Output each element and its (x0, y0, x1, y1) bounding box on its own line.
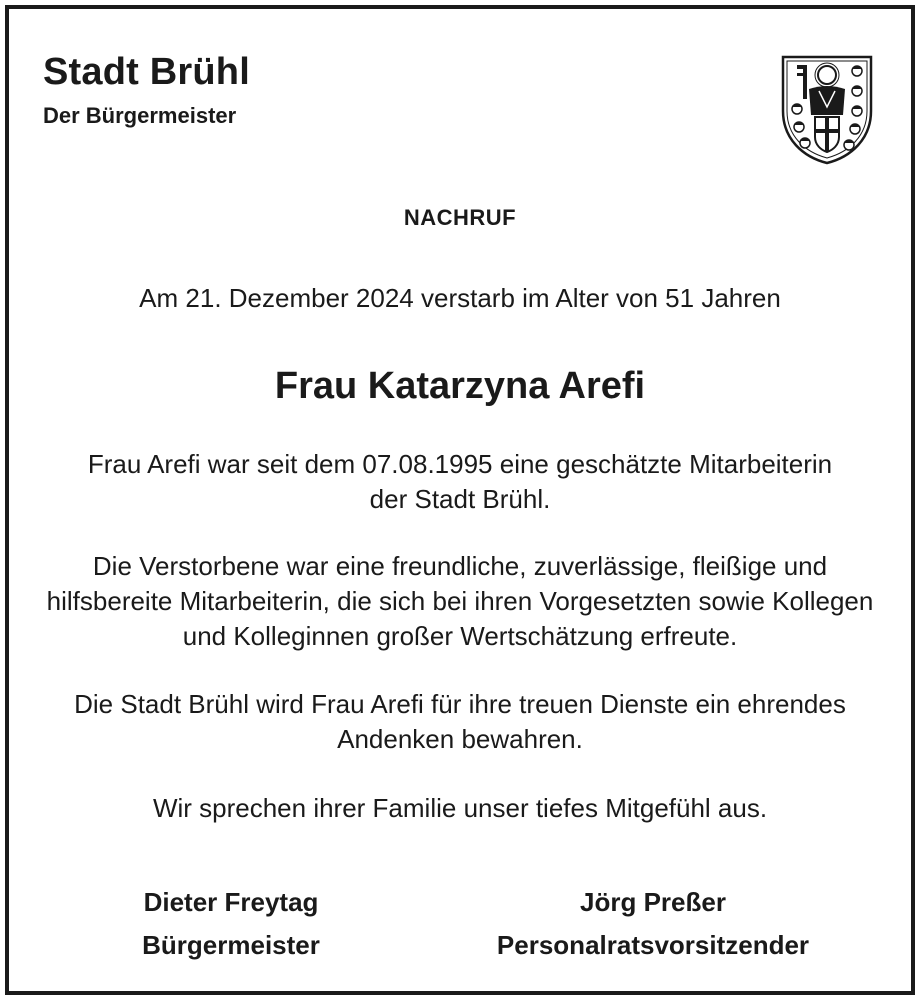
signatory-name: Jörg Preßer (580, 887, 726, 917)
condolence-paragraph (9, 791, 911, 826)
coat-of-arms-icon (779, 53, 875, 167)
signatory-role: Personalratsvorsitzender (496, 930, 810, 960)
tribute-paragraph (9, 687, 911, 757)
paragraph-text: Die Verstorbene war eine freundliche, zuverlässige, fleißige und hilfsbereite Mitarbeiterin, die sich bei ihren Vorgesetzten sowie Kollegen und Kolleginnen großer Wertschätzung erfreute. (46, 551, 874, 651)
signature-mayor (101, 881, 361, 967)
organization-subtitle: Der Bürgermeister (43, 103, 237, 128)
signatory-name: Dieter Freytag (143, 887, 319, 917)
death-announcement: Am 21. Dezember 2024 verstarb im Alter von 51 Jahren (139, 283, 781, 313)
paragraph-text: Die Stadt Brühl wird Frau Arefi für ihre treuen Dienste ein ehrendes Andenken bewahren. (74, 689, 846, 754)
tribute-paragraph (9, 549, 911, 654)
signatory-role: Bürgermeister (142, 930, 320, 960)
paragraph-text: Frau Arefi war seit dem 07.08.1995 eine geschätzte Mitarbeiterin der Stadt Brühl. (87, 449, 833, 514)
notice-heading: NACHRUF (403, 205, 517, 230)
paragraph-text: Wir sprechen ihrer Familie unser tiefes Mitgefühl aus. (152, 793, 768, 823)
tribute-paragraph (9, 447, 911, 517)
organization-block (43, 53, 250, 127)
obituary-notice (5, 5, 915, 995)
organization-name: Stadt Brühl (43, 51, 250, 93)
deceased-name: Frau Katarzyna Arefi (274, 365, 646, 407)
signature-staff-council (453, 881, 853, 967)
